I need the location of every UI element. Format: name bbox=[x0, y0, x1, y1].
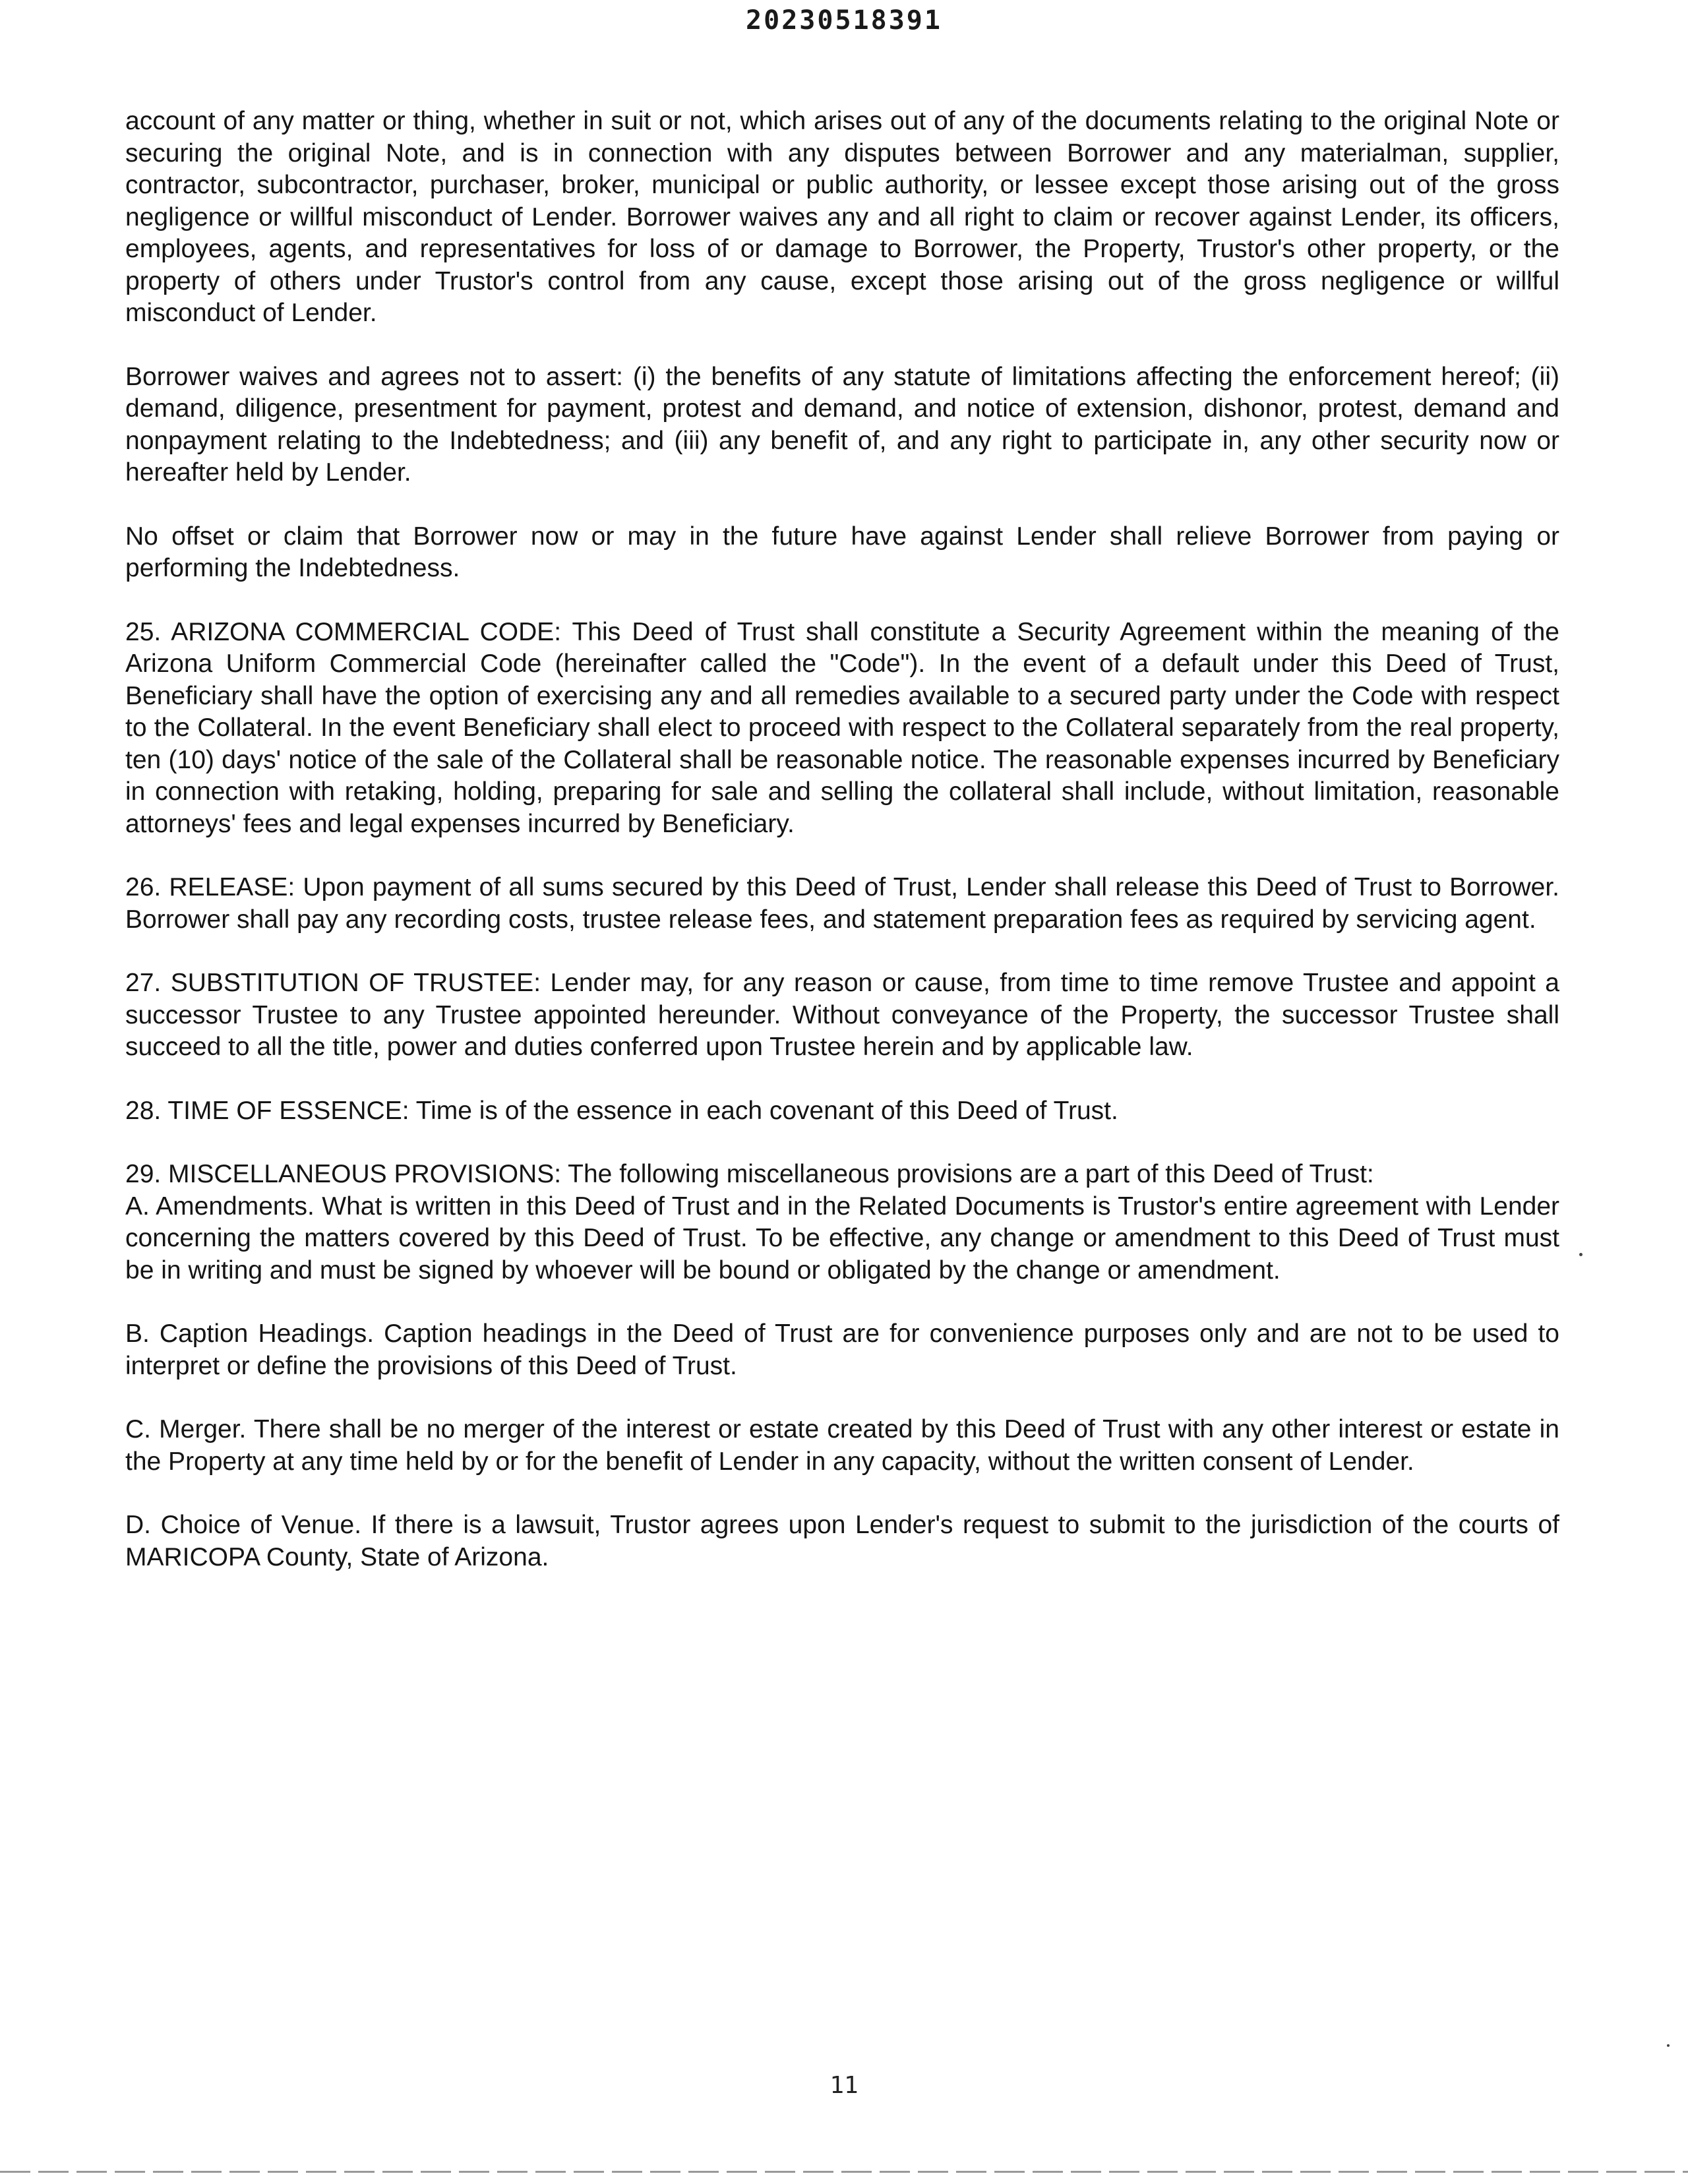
paragraph-waiver-claims: account of any matter or thing, whether in suit or not, which arises out of any of the documents relating to the original Note or securing the original Note, and is in connection with any disputes between Borrower and any materialman, supplier, contractor, subcontractor, purchaser, broker, municipal or public authority, or lessee except those arising out of the gross negligence or willful misconduct of Lender. Borrower waives any and all right to claim or recover against Lender, its officers, employees, agents, and representatives for loss of or damage to Borrower, the Property, Trustor's other property, or the property of others under Trustor's control from any cause, except those arising out of the gross negligence or willful misconduct of Lender. bbox=[125, 107, 1559, 327]
paragraph-no-offset: No offset or claim that Borrower now or may in the future have against Lender shall relieve Borrower from paying or performing the Indebtedness. bbox=[125, 522, 1559, 582]
section-25-arizona-commercial-code: 25. ARIZONA COMMERCIAL CODE: This Deed of Trust shall constitute a Security Agreement within the meaning of the Arizona Uniform Commercial Code (hereinafter called the "Code"). In the event of a default under this Deed of Trust, Beneficiary shall have the option of exercising any and all remedies available to a secured party under the Code with respect to the Collateral. In the event Beneficiary shall elect to proceed with respect to the Collateral separately from the real property, ten (10) days' notice of the sale of the Collateral shall be reasonable notice. The reasonable expenses incurred by Beneficiary in connection with retaking, holding, preparing for sale and selling the collateral shall include, without limitation, reasonable attorneys' fees and legal expenses incurred by Beneficiary. bbox=[125, 617, 1559, 838]
page-number: 11 bbox=[829, 2072, 859, 2099]
provision-b-caption-headings: B. Caption Headings. Caption headings in the Deed of Trust are for convenience purposes only and are not to be used to interpret or define the provisions of this Deed of Trust. bbox=[125, 1320, 1559, 1380]
document-body bbox=[125, 106, 1559, 1605]
section-29-miscellaneous-provisions: 29. MISCELLANEOUS PROVISIONS: The following miscellaneous provisions are a part of this Deed of Trust: bbox=[125, 1160, 1374, 1188]
section-26-release: 26. RELEASE: Upon payment of all sums secured by this Deed of Trust, Lender shall release this Deed of Trust to Borrower. Borrower shall pay any recording costs, trustee release fees, and statement preparation fees as required by servicing agent. bbox=[125, 873, 1559, 934]
paragraph-waiver-assertions: Borrower waives and agrees not to assert: (i) the benefits of any statute of limitations affecting the enforcement hereof; (ii) demand, diligence, presentment for payment, protest and demand, and notice of extension, dishonor, protest, demand and nonpayment relating to the Indebtedness; and (iii) any benefit of, and any right to participate in, any other security now or hereafter held by Lender. bbox=[125, 362, 1559, 487]
section-27-substitution-of-trustee: 27. SUBSTITUTION OF TRUSTEE: Lender may, for any reason or cause, from time to time remove Trustee and appoint a successor Trustee to any Trustee appointed hereunder. Without conveyance of the Property, the successor Trustee shall succeed to all the title, power and duties conferred upon Trustee herein and by applicable law. bbox=[125, 969, 1559, 1061]
provision-c-merger: C. Merger. There shall be no merger of the interest or estate created by this Deed of Trust with any other interest or estate in the Property at any time held by or for the benefit of Lender in any capacity, without the written consent of Lender. bbox=[125, 1415, 1559, 1476]
section-28-time-of-essence: 28. TIME OF ESSENCE: Time is of the essence in each covenant of this Deed of Trust. bbox=[125, 1096, 1118, 1125]
scan-speck bbox=[1579, 1253, 1582, 1256]
scan-speck bbox=[1667, 2044, 1670, 2047]
document-number: 20230518391 bbox=[746, 5, 942, 36]
provision-a-amendments: A. Amendments. What is written in this Deed of Trust and in the Related Documents is Trustor's entire agreement with Lender concerning the matters covered by this Deed of Trust. To be effective, any change or amendment to this Deed of Trust must be in writing and must be signed by whoever will be bound or obligated by the change or amendment. bbox=[125, 1192, 1559, 1285]
provision-d-choice-of-venue: D. Choice of Venue. If there is a lawsuit, Trustor agrees upon Lender's request to submit to the jurisdiction of the courts of MARICOPA County, State of Arizona. bbox=[125, 1511, 1559, 1571]
scan-edge-line bbox=[0, 2171, 1688, 2173]
